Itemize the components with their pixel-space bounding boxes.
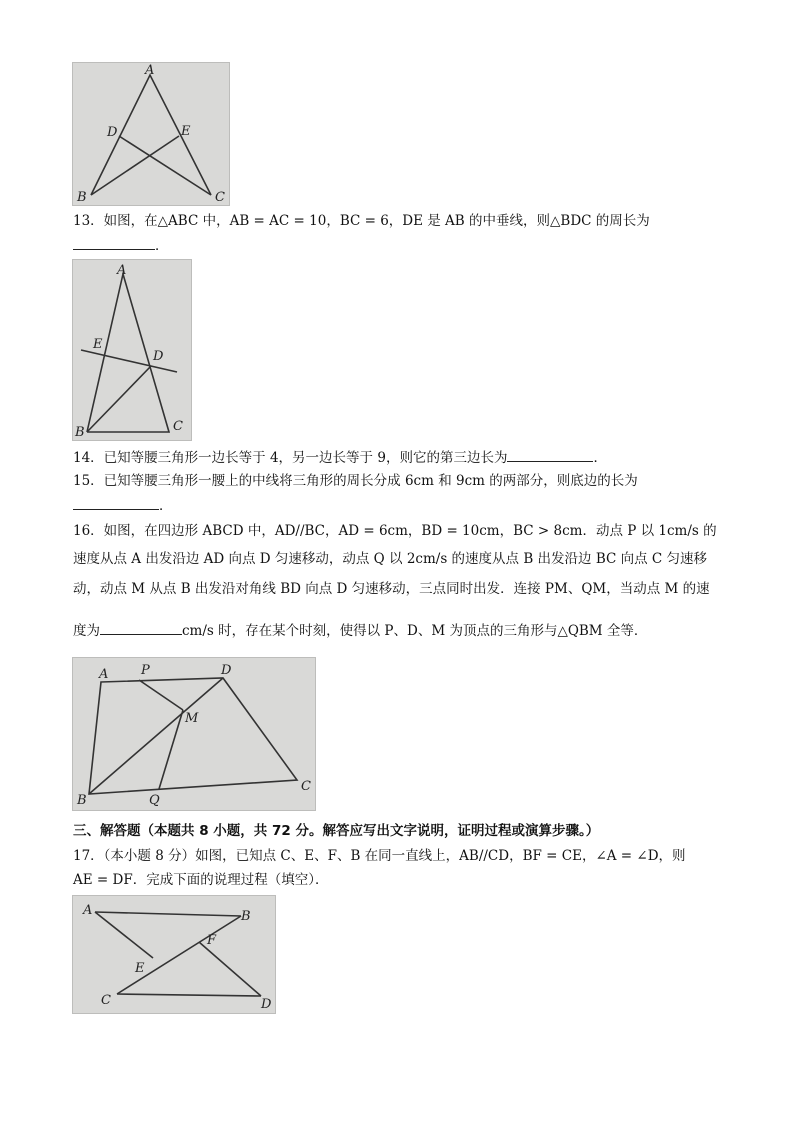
label-d: D [261,997,272,1012]
q16-answer-blank[interactable] [100,621,182,635]
label-a: A [117,263,127,278]
q15-line1: 15．已知等腰三角形一腰上的中线将三角形的周长分成 6cm 和 9cm 的两部分，则底边的长为 [73,473,638,489]
label-b: B [75,425,85,440]
q13-line1: 13．如图，在△ABC 中，AB = AC = 10，BC = 6，DE 是 AB 的中垂线，则△BDC 的周长为 [73,213,650,229]
label-d: D [153,349,164,364]
q15-line2: ． [73,496,173,515]
label-f: F [207,933,217,948]
figure-parallel-lines-abcd [72,895,276,1014]
q14-line: 14．已知等腰三角形一边长等于 4，另一边长等于 9，则它的第三边长为 ． [73,450,607,466]
label-c: C [215,190,225,205]
q13-answer-blank[interactable] [73,236,155,250]
q17-line2: AE = DF．完成下面的说理过程（填空）． [73,872,329,888]
label-b: B [77,793,87,808]
label-d: D [221,663,232,678]
figure-4-svg [73,896,275,1013]
label-c: C [301,779,311,794]
label-a: A [145,63,155,78]
figure-quadrilateral-abcd [72,657,316,811]
label-d: D [107,125,118,140]
figure-triangle-abc-de [72,62,230,206]
label-a: A [99,667,109,682]
q14-answer-blank[interactable] [507,448,593,462]
label-a: A [83,903,93,918]
q16-line2: 速度从点 A 出发沿边 AD 向点 D 匀速移动，动点 Q 以 2cm/s 的速度从点 B 出发沿边 BC 向点 C 匀速移 [73,551,708,567]
figure-2-svg [73,260,191,440]
section-3-heading: 三、解答题（本题共 8 小题，共 72 分。解答应写出文字说明，证明过程或演算步骤。） [73,823,600,839]
label-e: E [93,337,103,352]
label-c: C [101,993,111,1008]
label-c: C [173,419,183,434]
label-e: E [181,124,191,139]
label-e: E [135,961,145,976]
q16-line4: 度为 cm/s 时，存在某个时刻，使得以 P、D、M 为顶点的三角形与△QBM 全等． [73,623,648,639]
figure-3-svg [73,658,315,810]
q15-answer-blank[interactable] [73,496,159,510]
figure-1-svg [73,63,229,205]
label-q: Q [149,793,160,808]
label-m: M [185,711,199,726]
q16-line3: 动，动点 M 从点 B 出发沿对角线 BD 向点 D 匀速移动，三点同时出发．连接 PM、QM，当动点 M 的速 [73,581,710,597]
q13-line2: ． [73,236,169,255]
q17-line1: 17．（本小题 8 分）如图，已知点 C、E、F、B 在同一直线上，AB//CD，BF = CE，∠A = ∠D，则 [73,848,686,864]
label-b: B [77,190,87,205]
q16-line1: 16．如图，在四边形 ABCD 中，AD//BC，AD = 6cm，BD = 10cm，BC > 8cm．动点 P 以 1cm/s 的 [73,523,717,539]
label-b: B [241,909,251,924]
figure-triangle-perpendicular-bisector [72,259,192,441]
label-p: P [141,663,150,678]
